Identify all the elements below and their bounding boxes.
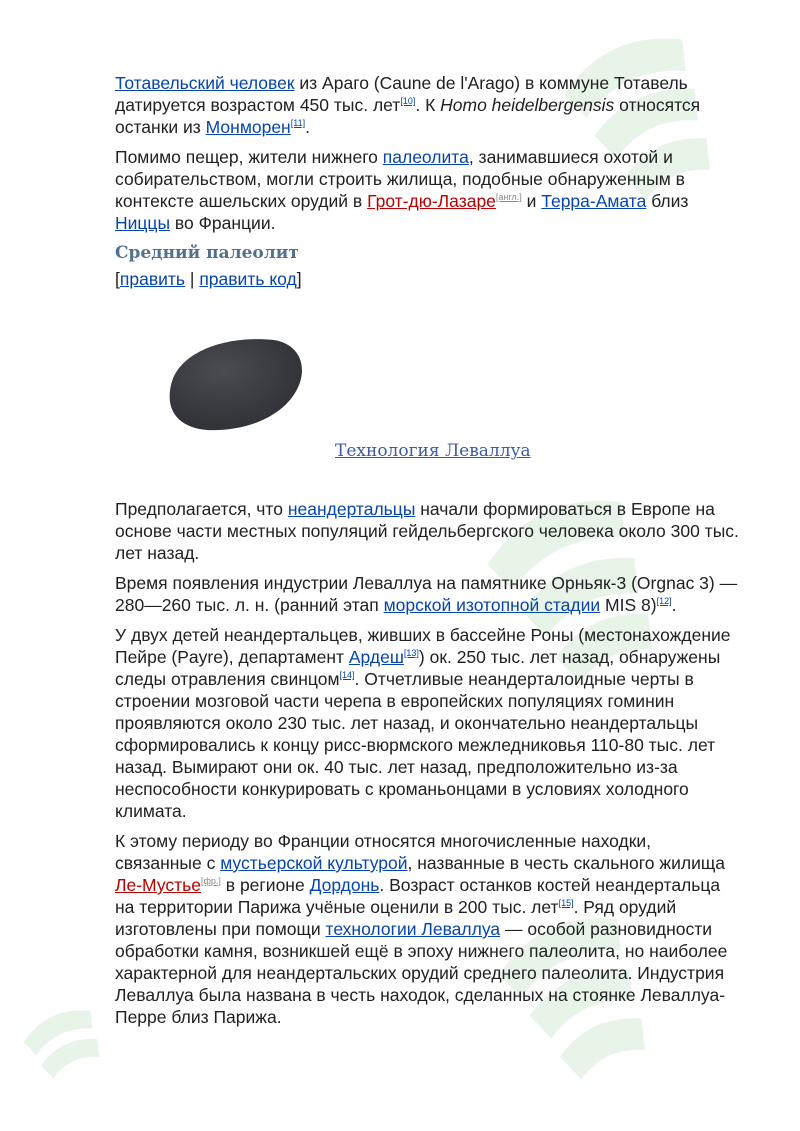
paragraph-dwellings: [115, 146, 740, 234]
link-levallois-technique[interactable]: технологии Леваллуа: [325, 919, 501, 939]
reference-15[interactable]: [15]: [558, 898, 574, 909]
edit-link[interactable]: править: [119, 269, 186, 289]
text: относятся останки из: [115, 95, 701, 137]
levallois-core-image[interactable]: [159, 330, 309, 440]
link-le-moustier[interactable]: Ле-Мустье: [115, 875, 201, 895]
link-marine-isotope-stage[interactable]: морской изотопной стадии: [383, 595, 601, 615]
text: . Возраст останков костей неандертальца на территории Парижа учёные оценили в 200 тыс. лет: [115, 875, 721, 917]
link-ardeche[interactable]: Ардеш: [348, 647, 404, 667]
section-edit-links: [115, 268, 740, 290]
text: — особой разновидности обработки камня, возникшей ещё в эпоху нижнего палеолита, но наиболее характерной для неандертальских орудий среднего палеолита. Индустрия Леваллуа была названа в честь находок, сделанных на стоянке Леваллуа-Перре близ Парижа.: [115, 919, 728, 1027]
link-terra-amata[interactable]: Терра-Амата: [541, 191, 647, 211]
text: Предполагается, что: [115, 499, 288, 519]
text: . Отчетливые неандерталоидные черты в строении мозговой части черепа в европейских популяциях гоминин проявляются около 230 тыс. лет назад, и окончательно неандертальцы сформировались к концу рисс-вюрмского межледниковья 110-80 тыс. лет назад. Вымирают они ок. 40 тыс. лет назад, предположительно из-за неспособности конкурировать с кроманьонцами в условиях холодного климата.: [115, 669, 716, 821]
reference-11[interactable]: [11]: [290, 118, 306, 129]
paragraph-tautavel: [115, 72, 740, 138]
interwiki-fr-tag[interactable]: [фр.]: [201, 876, 221, 887]
section-heading: Средний палеолит: [115, 243, 299, 263]
text: во Франции.: [170, 213, 276, 233]
text: Время появления индустрии Леваллуа на памятнике Орньяк-3 (Orgnac 3) — 280—260 тыс. л. н. (ранний этап: [115, 573, 738, 615]
text: и: [521, 191, 542, 211]
text: .: [305, 117, 310, 137]
text: У двух детей неандертальцев, живших в бассейне Роны (местонахождение Пейре (Payre), департамент: [115, 625, 731, 667]
bracket: ]: [296, 269, 302, 289]
italic-species: Homo heidelbergensis: [440, 95, 615, 115]
separator: |: [185, 269, 200, 289]
text: . К: [415, 95, 441, 115]
reference-13[interactable]: [13]: [403, 648, 419, 659]
text: , названные в честь скального жилища: [407, 853, 725, 873]
paragraph-neanderthal-origin: [115, 498, 740, 564]
article-body: [115, 72, 740, 1036]
figure-caption-link[interactable]: Технология Леваллуа: [335, 441, 531, 461]
text: Помимо пещер, жители нижнего: [115, 147, 383, 167]
edit-code-link[interactable]: править код: [199, 269, 297, 289]
text: .: [671, 595, 677, 615]
text: в регионе: [220, 875, 310, 895]
link-neanderthals[interactable]: неандертальцы: [287, 499, 416, 519]
text: К этому периоду во Франции относятся многочисленные находки, связанные с: [115, 831, 652, 873]
link-mousterian-culture[interactable]: мустьерской культурой: [220, 853, 408, 873]
link-nice[interactable]: Ниццы: [115, 213, 171, 233]
interwiki-en-tag[interactable]: [англ.]: [495, 192, 522, 203]
link-tautavel-man[interactable]: Тотавельский человек: [115, 73, 295, 93]
paragraph-orgnac: [115, 572, 740, 616]
text: из Араго (Caune de l'Arago) в коммуне Тотавель датируется возрастом 450 тыс. лет: [115, 73, 688, 115]
bracket: [: [115, 269, 120, 289]
link-dordogne[interactable]: Дордонь: [309, 875, 380, 895]
paragraph-mousterian: [115, 830, 740, 1028]
reference-14[interactable]: [14]: [339, 670, 355, 681]
link-grotte-du-lazaret[interactable]: Грот-дю-Лазаре: [367, 191, 496, 211]
paragraph-payre: [115, 624, 740, 822]
levallois-figure: [115, 300, 740, 490]
reference-10[interactable]: [10]: [400, 96, 416, 107]
link-montmaurin[interactable]: Монморен: [205, 117, 291, 137]
text: MIS 8): [600, 595, 657, 615]
text: начали формироваться в Европе на основе части местных популяций гейдельбергского человека около 300 тыс. лет назад.: [115, 499, 739, 563]
text: . Ряд орудий изготовлены при помощи: [115, 897, 677, 939]
text: , занимавшиеся охотой и собирательством, могли строить жилища, подобные обнаруженным в контексте ашельских орудий в: [115, 147, 685, 211]
text: ) ок. 250 тыс. лет назад, обнаружены следы отравления свинцом: [115, 647, 721, 689]
reference-12[interactable]: [12]: [656, 596, 672, 607]
text: близ: [646, 191, 689, 211]
link-paleolithic[interactable]: палеолита: [382, 147, 469, 167]
